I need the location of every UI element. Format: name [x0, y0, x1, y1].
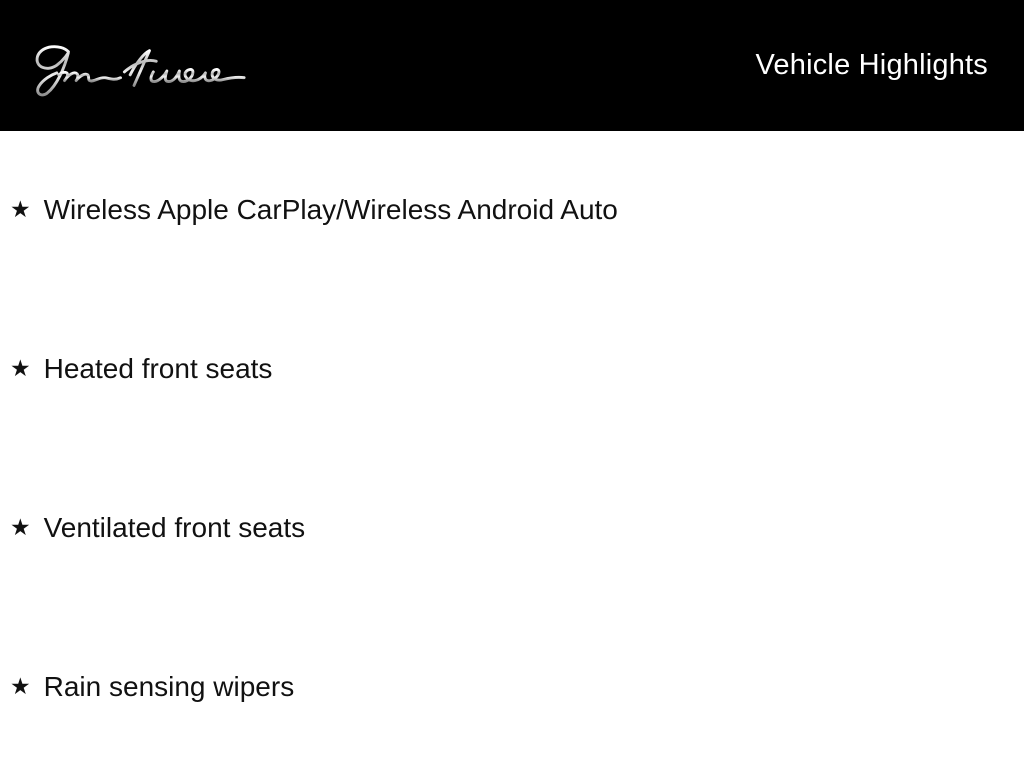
- highlights-list: [0, 131, 1024, 767]
- logo-stroke-j: [37, 47, 68, 95]
- highlight-label: Rain sensing wipers: [43, 671, 295, 703]
- star-icon: ★: [10, 355, 31, 381]
- highlight-label: Ventilated front seats: [43, 512, 306, 544]
- logo-stroke-im: [59, 72, 121, 81]
- highlight-item: [0, 608, 1024, 767]
- highlight-item: [0, 290, 1024, 449]
- logo-stroke-udson: [151, 69, 244, 81]
- jim-hudson-signature-logo: [22, 42, 248, 98]
- highlight-label: Heated front seats: [43, 353, 273, 385]
- page-title: Vehicle Highlights: [755, 49, 988, 81]
- highlight-item: [0, 449, 1024, 608]
- star-icon: ★: [10, 514, 31, 540]
- header: [0, 0, 1024, 131]
- star-icon: ★: [10, 196, 31, 222]
- star-icon: ★: [10, 673, 31, 699]
- highlight-item: [0, 131, 1024, 290]
- highlight-label: Wireless Apple CarPlay/Wireless Android Auto: [43, 194, 618, 226]
